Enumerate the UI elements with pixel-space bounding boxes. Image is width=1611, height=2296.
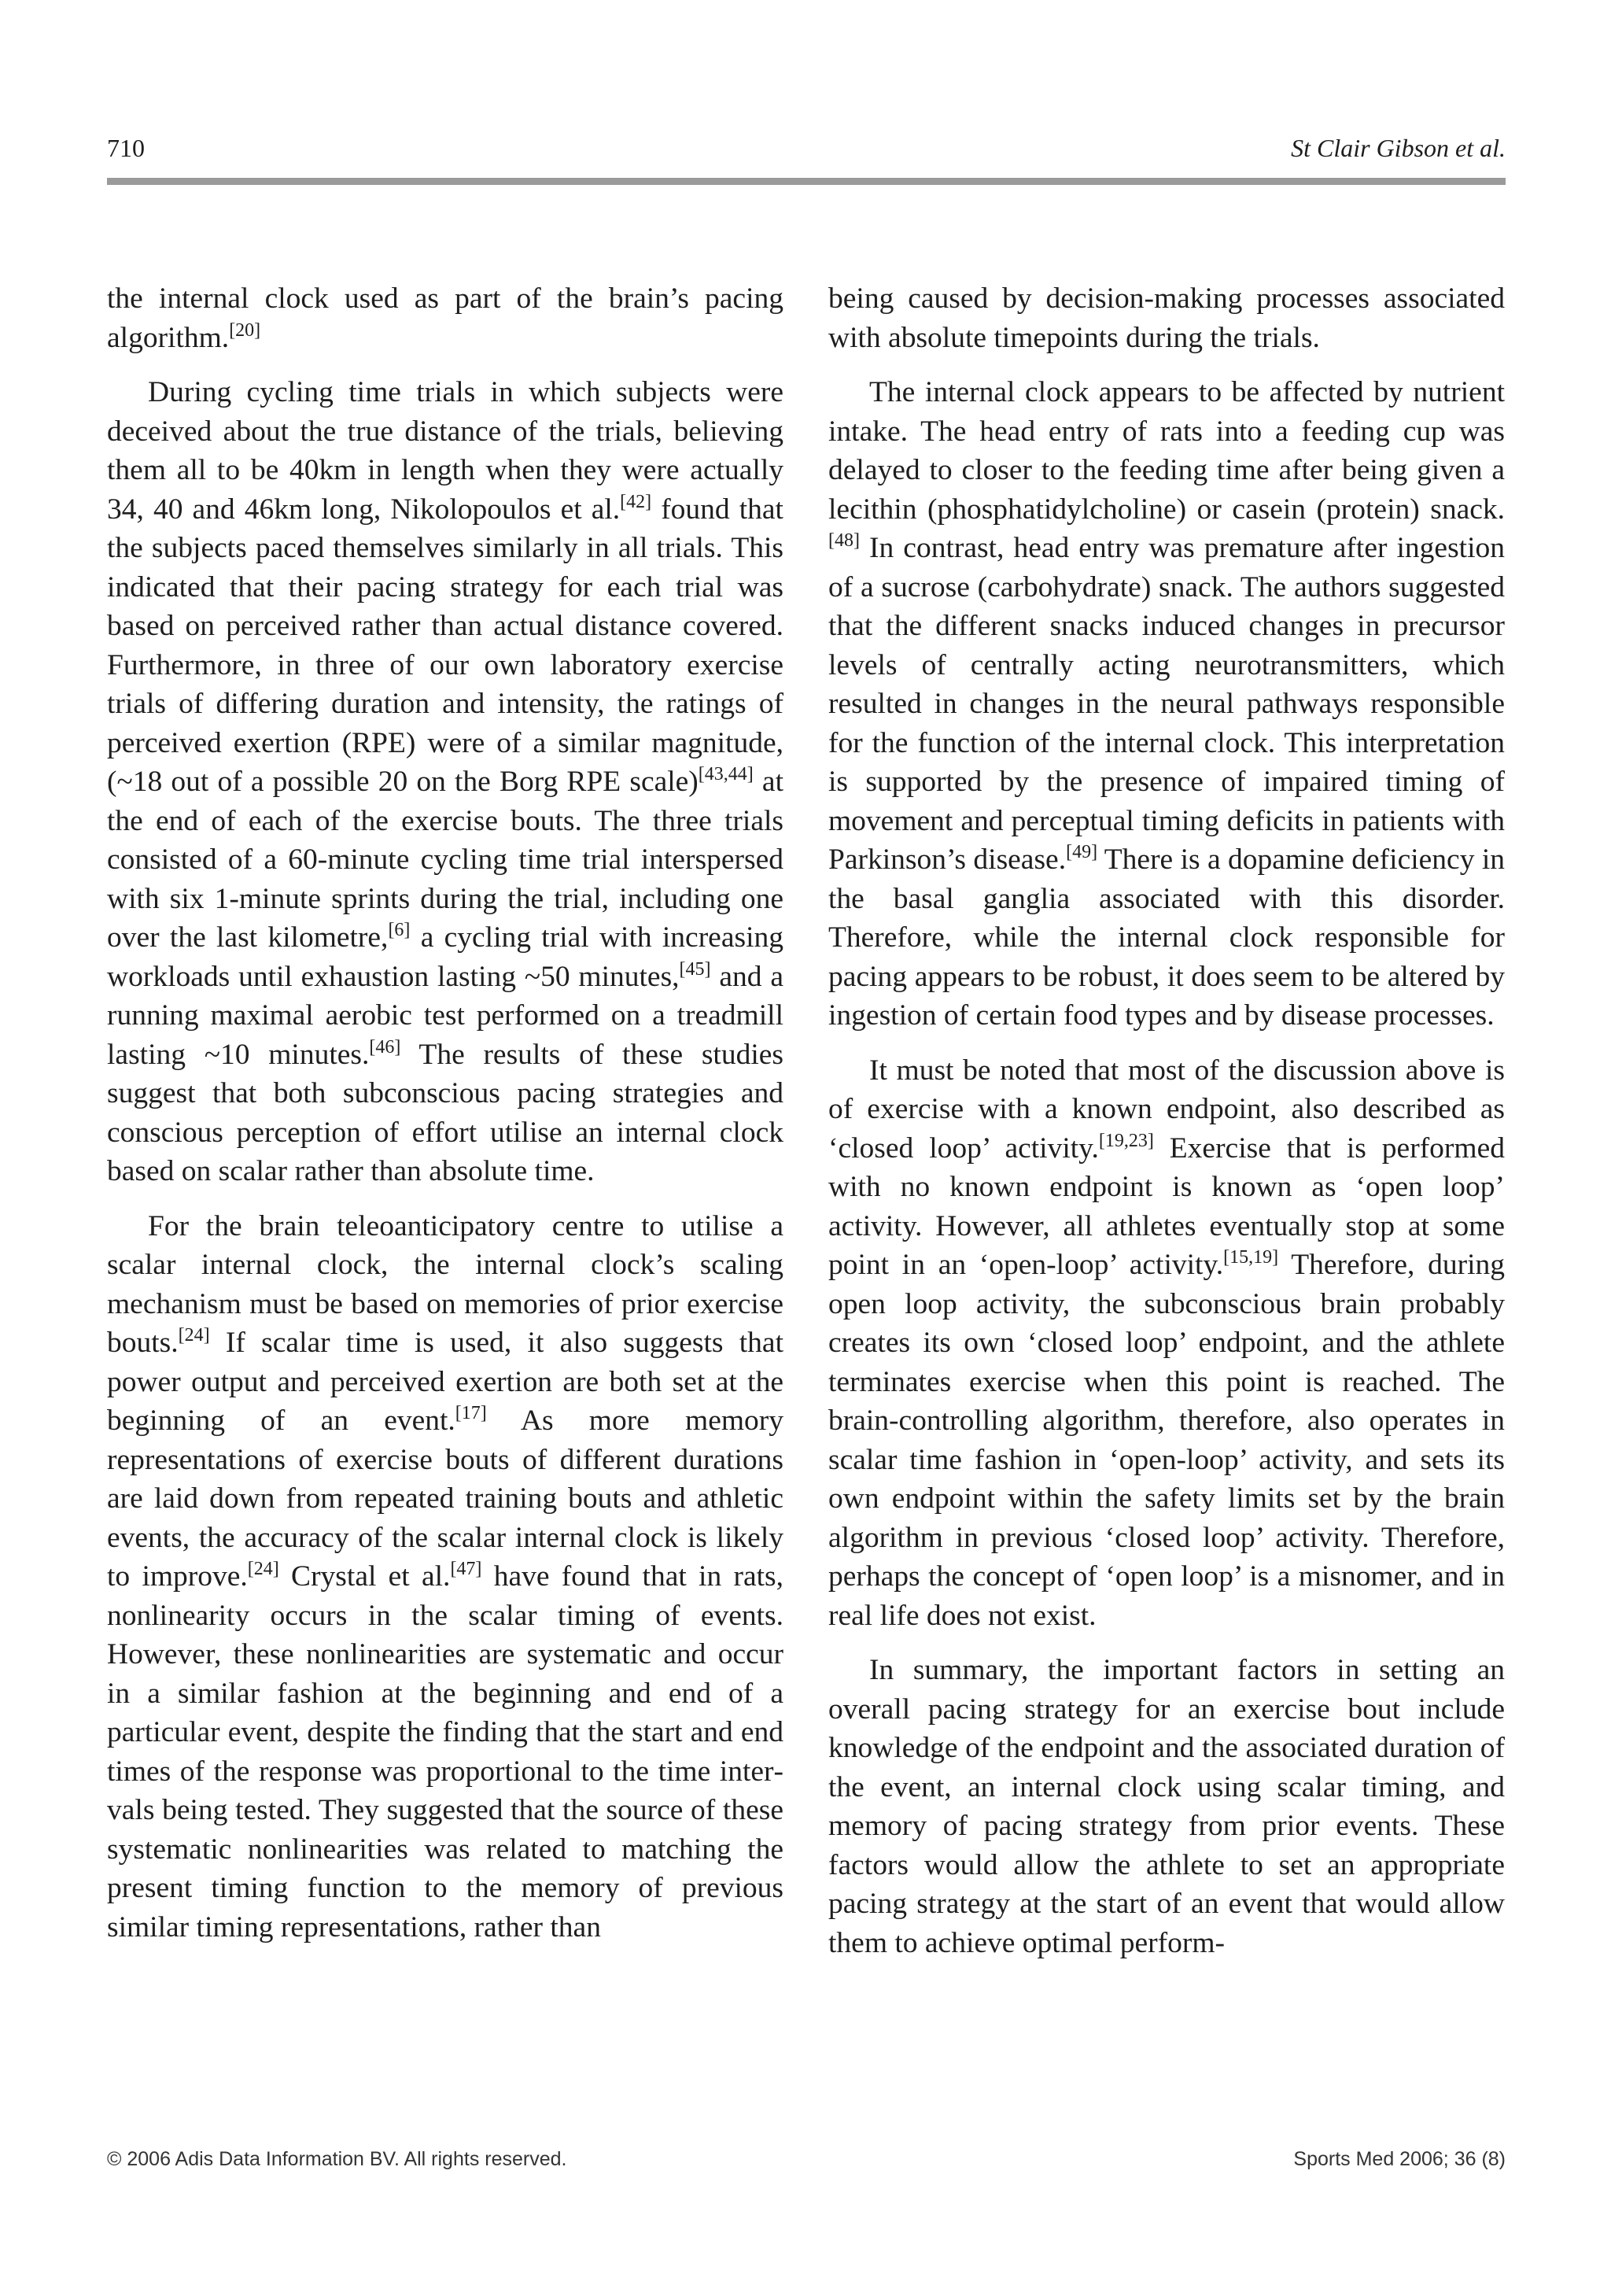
page-number: 710 (107, 134, 145, 162)
citation-reference: [45] (679, 958, 711, 980)
text-run: Exercise that is performed with no known endpoint is known as ‘open loop’ activity. However, all athletes eventually stop at some point in an ‘open-loop’ activity. (828, 1131, 1505, 1281)
paragraph (107, 279, 783, 357)
citation-reference: [48] (828, 530, 860, 551)
text-run: In contrast, head entry was premature after ingestion of a sucrose (carbohydrate) snack. The authors suggested that the different snacks induced changes in precursor levels of centrally acting neurotransmitters, which resulted in changes in the neural pathways responsible for the function of the internal clock. This interpretation is supported by the presence of impaired timing of movement and perceptual timing deficits in patients with Parkinson’s disease. (828, 532, 1505, 876)
paragraph (828, 1651, 1505, 1962)
text-run: Therefore, during open loop activity, the subconscious brain probably creates its own ‘closed loop’ endpoint, and the athlete terminates exercise when this point is reached. The brain-controlling algorithm, therefore, also operates in scalar time fashion in ‘open-loop’ activity, and sets its own endpoint within the safety limits set by the brain algorithm in previous ‘closed loop’ activity. Therefore, perhaps the concept of ‘open loop’ is a misnomer, and in real life does not exist. (828, 1249, 1505, 1632)
text-run: The results of these studies suggest that both subconscious pacing strategies and conscious perception of effort utilise an internal clock based on scalar rather than absolute time. (107, 1038, 783, 1187)
citation-reference: [15,19] (1223, 1247, 1279, 1268)
paragraph (828, 373, 1505, 1035)
right-column (828, 279, 1505, 1978)
paragraph (828, 1051, 1505, 1636)
citation-reference: [24] (178, 1325, 210, 1345)
text-run: found that the subjects paced themselves similarly in all trials. This indicated that their pacing strategy for each trial was based on perceived rather than actual distance covered. Furthermore, in three of our own laboratory exercise trials of differing duration and intensity, the ratings of perceived exertion (RPE) were of a similar magnitude, (~18 out of a possible 20 on the Borg RPE scale) (107, 493, 783, 798)
page-footer (107, 2148, 1506, 2180)
text-run: a cycling trial with increasing workloads until exhaustion lasting ~50 minutes, (107, 921, 783, 993)
text-run: In summary, the important factors in setting an overall pacing strategy for an exercise bout include knowledge of the endpoint and the associated duration of the event, an internal clock using scalar timing, and memory of pacing strategy from prior events. These factors would allow the athlete to set an appropriate pacing strategy at the start of an event that would allow them to achieve optimal perform- (828, 1654, 1505, 1959)
citation-reference: [19,23] (1098, 1130, 1154, 1151)
header-rule (107, 178, 1506, 185)
citation-reference: [46] (369, 1036, 401, 1058)
text-run: If scalar time is used, it also suggests that power output and perceived exertion are both set at the beginning of an event. (107, 1327, 783, 1437)
text-run: at the end of each of the exercise bouts. The three trials consisted of a 60-minute cycling time trial interspersed with six 1-minute sprints during the trial, including one over the last kilometre, (107, 766, 783, 954)
text-run: and a running maximal aerobic test performed on a treadmill lasting ~10 minutes. (107, 960, 783, 1071)
citation-reference: [17] (455, 1403, 487, 1423)
citation-reference: [24] (247, 1559, 279, 1579)
left-column (107, 279, 783, 1962)
citation-reference: [47] (450, 1559, 482, 1579)
text-run: During cycling time trials in which subjects were deceived about the true distance of the trials, believing them all to be 40km in length when they were actually 34, 40 and 46km long, Nikolopoulos et al. (107, 376, 783, 526)
text-run: There is a dopamine deficiency in the basal ganglia associated with this disorder. Therefore, while the internal clock responsible for pacing appears to be robust, it does seem to be altered by ingestion of certain food types and by disease processes. (828, 843, 1506, 1032)
text-run: have found that in rats, nonlinearity occurs in the scalar timing of events. However, these nonlinearities are systematic and occur in a similar fashion at the beginning and end of a particular event, despite the finding that the start and end times of the response was proportional to the time intervals being tested. They suggested that the source of these systematic nonlinearities was related to matching the present timing function to the memory of previous similar timing representations, rather than (107, 1560, 783, 1943)
running-head: St Clair Gibson et al. (1291, 134, 1506, 162)
citation-reference: [49] (1066, 842, 1098, 862)
text-run: the internal clock used as part of the brain’s pacing algorithm. (107, 282, 783, 354)
copyright-notice: © 2006 Adis Data Information BV. All rights reserved. (107, 2148, 567, 2170)
text-run: It must be noted that most of the discussion above is of exercise with a known endpoint, also described as ‘closed loop’ activity. (828, 1054, 1505, 1165)
paragraph (828, 279, 1505, 357)
paragraph (107, 373, 783, 1191)
citation-reference: [20] (229, 319, 261, 341)
journal-citation: Sports Med 2006; 36 (8) (1293, 2148, 1506, 2170)
paragraph (107, 1207, 783, 1947)
citation-reference: [6] (388, 920, 411, 940)
text-run: Crystal et al. (278, 1560, 451, 1593)
citation-reference: [43,44] (698, 764, 754, 784)
text-run: being caused by decision-making processes associated with absolute timepoints during the trials. (828, 282, 1505, 354)
text-run: For the brain teleoanticipatory centre to utilise a scalar internal clock, the internal clock’s scaling mechanism must be based on memories of prior exercise bouts. (107, 1209, 783, 1359)
text-run: The internal clock appears to be affected by nutrient intake. The head entry of rats into a feeding cup was delayed to closer to the feeding time after being given a lecithin (phosphatidylcholine) or casein (protein) snack. (828, 376, 1505, 526)
citation-reference: [42] (620, 491, 652, 512)
text-run: As more memory representations of exercise bouts of different durations are laid down from repeated training bouts and athletic events, the accuracy of the scalar internal clock is likely to improve. (107, 1405, 783, 1593)
page-header (107, 134, 1506, 173)
